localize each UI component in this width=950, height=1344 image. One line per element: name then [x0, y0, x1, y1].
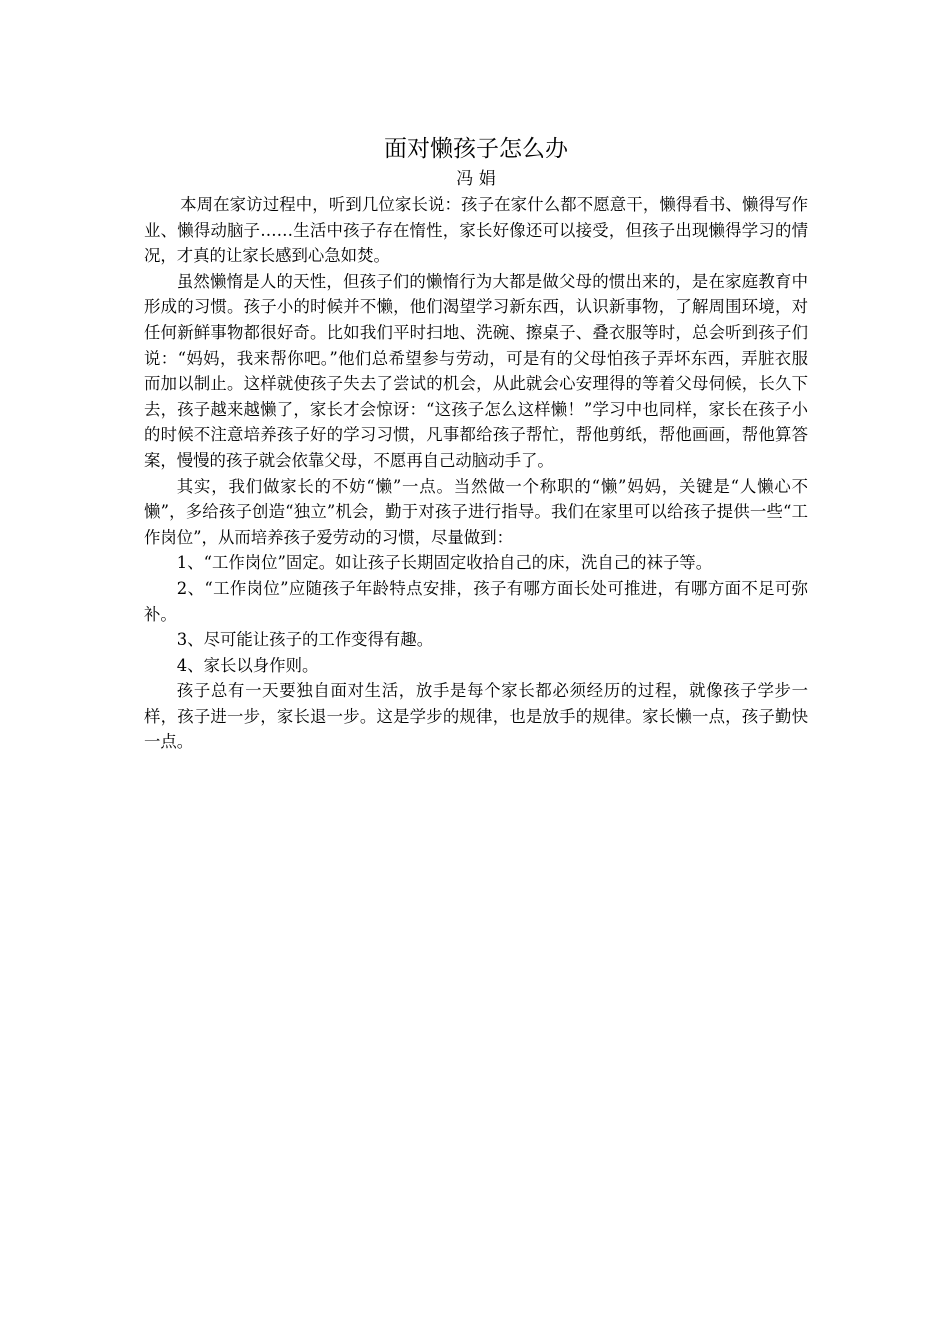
paragraph-parent-advice: 其实，我们做家长的不妨“懒”一点。当然做一个称职的“懒”妈妈，关键是“人懒心不懒”，多给孩子创造“独立”机会，勤于对孩子进行指导。我们在家里可以给孩子提供一些“工作岗位”，从而培养孩子爱劳动的习惯，尽量做到： — [144, 476, 808, 547]
list-item-3: 3、尽可能让孩子的工作变得有趣。 — [176, 630, 434, 650]
paragraph-laziness-cause: 虽然懒惰是人的天性，但孩子们的懒惰行为大都是做父母的惯出来的，是在家庭教育中形成的习惯。孩子小的时候并不懒，他们渴望学习新东西，认识新事物，了解周围环境，对任何新鲜事物都很好奇。比如我们平时扫地、洗碗、擦桌子、叠衣服等时，总会听到孩子们说：“妈妈，我来帮你吧。”他们总希望参与劳动，可是有的父母怕孩子弄坏东西，弄脏衣服而加以制止。这样就使孩子失去了尝试的机会，从此就会心安理得的等着父母伺候，长久下去，孩子越来越懒了，家长才会惊讶：“这孩子怎么这样懒！”学习中也同样，家长在孩子小的时候不注意培养孩子好的学习习惯，凡事都给孩子帮忙，帮他剪纸，帮他画画，帮他算答案，慢慢的孩子就会依靠父母，不愿再自己动脑动手了。 — [144, 271, 808, 470]
document-body — [144, 132, 808, 755]
list-item-1: 1、“工作岗位”固定。如让孩子长期固定收拾自己的床，洗自己的袜子等。 — [176, 553, 713, 573]
list-item-4: 4、家长以身作则。 — [176, 655, 319, 675]
document-author: 冯 娟 — [456, 169, 496, 189]
document-title: 面对懒孩子怎么办 — [384, 136, 568, 162]
paragraph-conclusion: 孩子总有一天要独自面对生活，放手是每个家长都必须经历的过程，就像孩子学步一样，孩子进一步，家长退一步。这是学步的规律，也是放手的规律。家长懒一点，孩子勤快一点。 — [144, 681, 808, 752]
list-item-2: 2、“工作岗位”应随孩子年龄特点安排，孩子有哪方面长处可推进，有哪方面不足可弥补。 — [144, 578, 808, 624]
paragraph-intro: 本周在家访过程中，听到几位家长说：孩子在家什么都不愿意干，懒得看书、懒得写作业、懒得动脑子……生活中孩子存在惰性，家长好像还可以接受，但孩子出现懒得学习的情况，才真的让家长感到心急如焚。 — [144, 195, 808, 266]
